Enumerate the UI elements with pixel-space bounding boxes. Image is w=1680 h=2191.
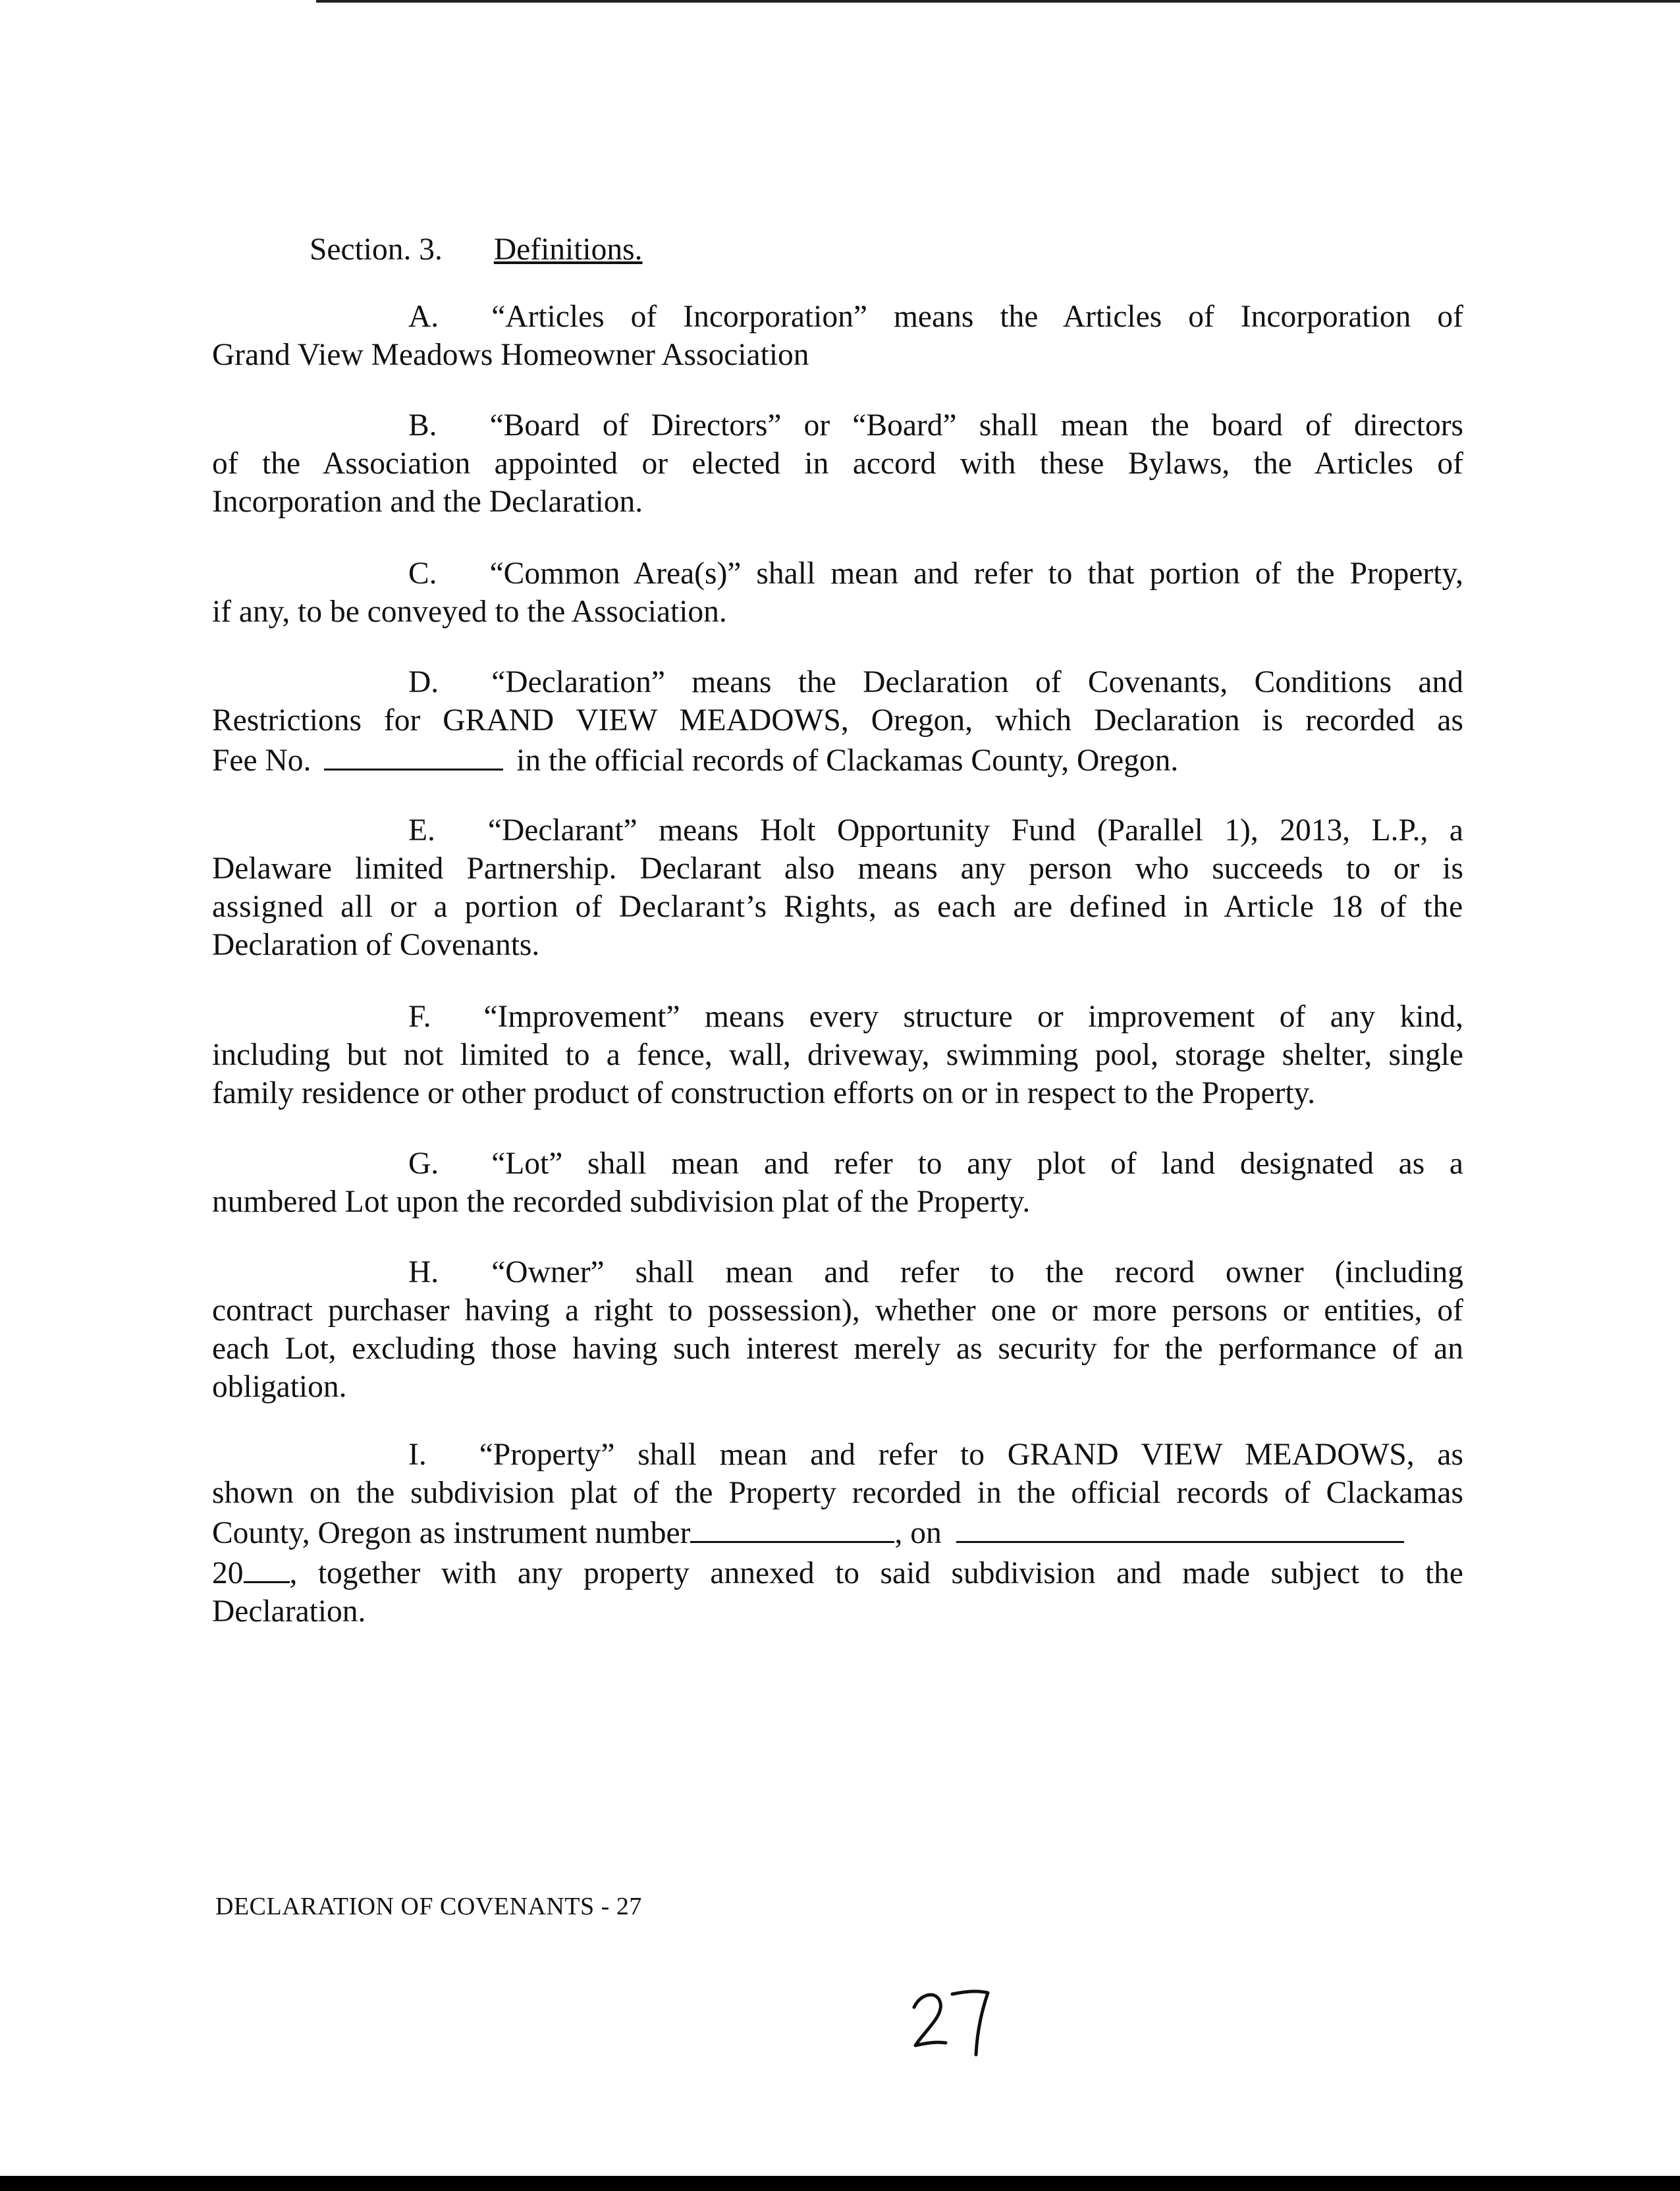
fee-number-blank bbox=[324, 740, 503, 771]
definition-letter: D. bbox=[408, 665, 439, 699]
definition-text: obligation. bbox=[212, 1370, 347, 1404]
definition-text: County, Oregon as instrument number bbox=[212, 1516, 691, 1550]
top-scan-edge bbox=[316, 0, 1680, 3]
definition-text: including but not limited to a fence, wall, driveway, swimming pool, storage shelter, single bbox=[212, 1038, 1463, 1072]
definition-text: family residence or other product of construction efforts on or in respect to the Property. bbox=[212, 1076, 1316, 1110]
definition-text: if any, to be conveyed to the Association. bbox=[212, 595, 727, 629]
definition-text: Grand View Meadows Homeowner Association bbox=[212, 338, 809, 372]
definition-text-with-blanks bbox=[212, 1512, 1463, 1552]
definition-b bbox=[212, 406, 1463, 521]
definition-letter: A. bbox=[408, 300, 439, 334]
definition-e bbox=[212, 811, 1463, 964]
definition-text: Restrictions for GRAND VIEW MEADOWS, Oregon, which Declaration is recorded as bbox=[212, 703, 1463, 738]
definition-text: “Improvement” means every structure or improvement of any kind, bbox=[483, 1000, 1463, 1034]
year-blank bbox=[244, 1552, 290, 1583]
definition-letter: I. bbox=[408, 1438, 427, 1472]
definition-text: “Declaration” means the Declaration of Covenants, Conditions and bbox=[491, 665, 1463, 699]
definition-text-with-blank bbox=[212, 1552, 1463, 1592]
definition-text: “Property” shall mean and refer to GRAND VIEW MEADOWS, as bbox=[479, 1438, 1463, 1472]
definition-i bbox=[212, 1436, 1463, 1631]
handwritten-page-number bbox=[909, 1982, 1001, 2061]
definition-g bbox=[212, 1145, 1463, 1221]
definition-text: 20 bbox=[212, 1556, 244, 1590]
definition-text: contract purchaser having a right to possession), whether one or more persons or entities, of bbox=[212, 1293, 1463, 1328]
definition-text: “Owner” shall mean and refer to the record owner (including bbox=[491, 1255, 1463, 1289]
definition-letter: H. bbox=[408, 1255, 439, 1289]
definition-d bbox=[212, 663, 1463, 780]
definition-text: Fee No. bbox=[212, 744, 312, 778]
definition-text: Delaware limited Partnership. Declarant also means any person who succeeds to or is bbox=[212, 852, 1463, 886]
definition-text: “Lot” shall mean and refer to any plot of land designated as a bbox=[491, 1147, 1463, 1181]
bottom-scan-edge bbox=[0, 2176, 1680, 2191]
definition-letter: C. bbox=[408, 556, 437, 591]
definition-c bbox=[212, 555, 1463, 631]
definition-text-with-blank bbox=[212, 740, 1463, 780]
definition-text: shown on the subdivision plat of the Property recorded in the official records of Clackamas bbox=[212, 1476, 1463, 1510]
definition-letter: G. bbox=[408, 1147, 439, 1181]
definition-text: , together with any property annexed to said subdivision and made subject to the bbox=[289, 1556, 1463, 1590]
recording-date-blank bbox=[956, 1512, 1404, 1543]
section-number: Section. 3. bbox=[310, 232, 443, 267]
definition-text: “Declarant” means Holt Opportunity Fund (Parallel 1), 2013, L.P., a bbox=[487, 813, 1463, 848]
definition-text: “Common Area(s)” shall mean and refer to that portion of the Property, bbox=[489, 556, 1463, 591]
page-footer: DECLARATION OF COVENANTS - 27 bbox=[215, 1893, 642, 1920]
section-title: Definitions. bbox=[493, 232, 643, 267]
definition-text: Declaration. bbox=[212, 1594, 366, 1629]
definition-text: Declaration of Covenants. bbox=[212, 928, 540, 962]
definition-text: in the official records of Clackamas County, Oregon. bbox=[516, 744, 1179, 778]
definition-text: numbered Lot upon the recorded subdivision plat of the Property. bbox=[212, 1185, 1031, 1219]
definition-letter: F. bbox=[408, 1000, 431, 1034]
definition-letter: B. bbox=[408, 408, 437, 443]
instrument-number-blank bbox=[690, 1512, 894, 1543]
definition-letter: E. bbox=[408, 813, 435, 848]
section-heading bbox=[310, 230, 642, 269]
definition-text: “Board of Directors” or “Board” shall mean the board of directors bbox=[489, 408, 1463, 443]
definition-text: “Articles of Incorporation” means the Articles of Incorporation of bbox=[491, 300, 1463, 334]
definition-f bbox=[212, 998, 1463, 1112]
definition-text: assigned all or a portion of Declarant’s Rights, as each are defined in Article 18 of the bbox=[212, 890, 1463, 924]
definition-text: , on bbox=[894, 1516, 942, 1550]
definition-text: of the Association appointed or elected in accord with these Bylaws, the Articles of bbox=[212, 446, 1463, 481]
definition-text: each Lot, excluding those having such interest merely as security for the performance of an bbox=[212, 1332, 1463, 1366]
definition-a bbox=[212, 298, 1463, 374]
definition-text: Incorporation and the Declaration. bbox=[212, 485, 643, 519]
definition-h bbox=[212, 1253, 1463, 1406]
